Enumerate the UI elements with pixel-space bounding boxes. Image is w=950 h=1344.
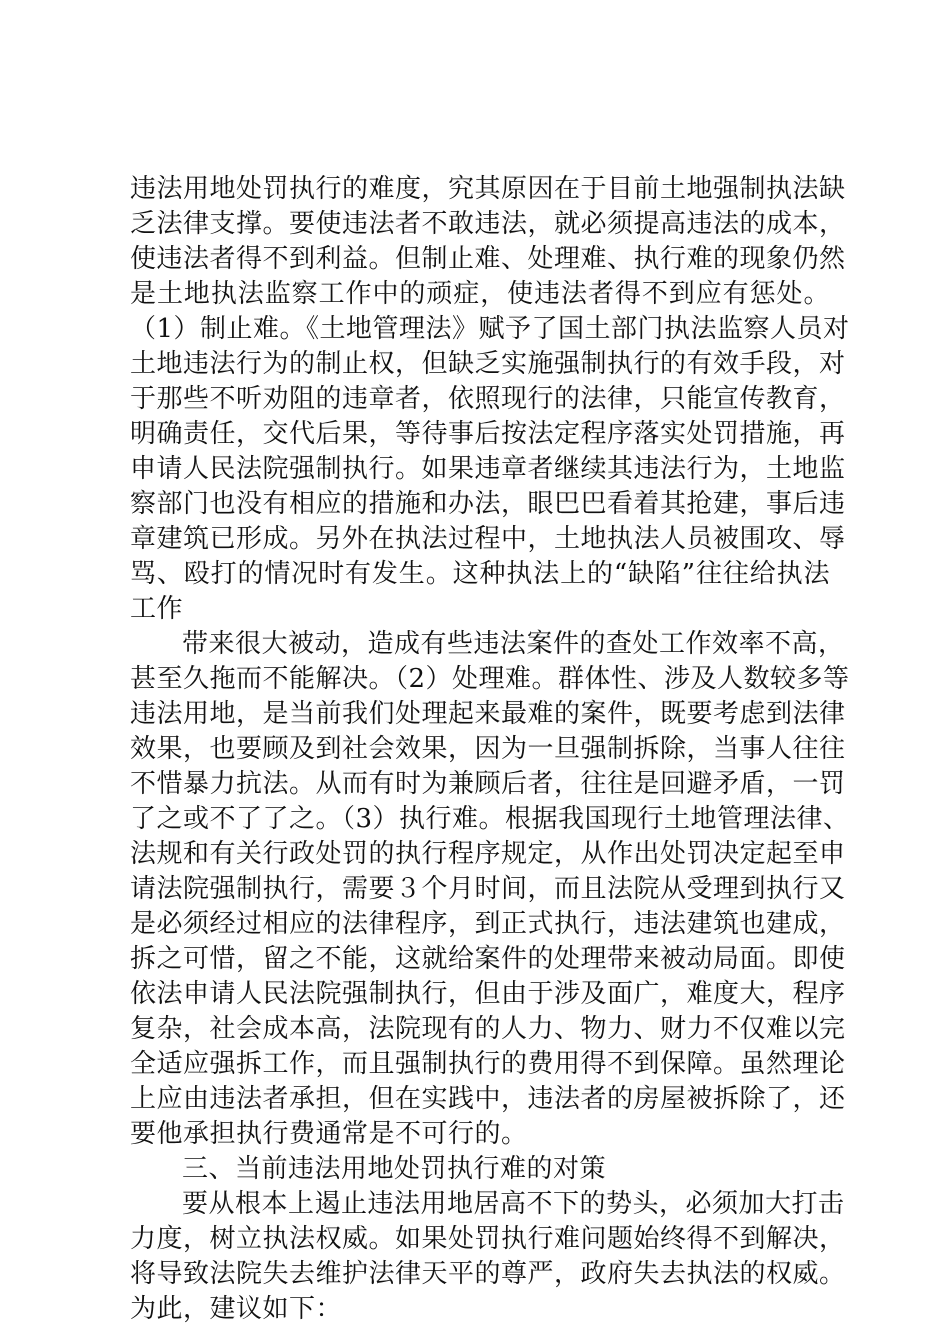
text-line: 要他承担执行费通常是不可行的。: [130, 1119, 528, 1149]
text-line: 将导致法院失去维护法律天平的尊严，政府失去执法的权威。: [130, 1259, 846, 1289]
text-line: 效果，也要顾及到社会效果，因为一旦强制拆除，当事人往往: [130, 734, 846, 764]
text-line: 为此，建议如下：: [130, 1294, 343, 1324]
text-line: 全适应强拆工作，而且强制执行的费用得不到保障。虽然理论: [130, 1049, 846, 1079]
text-line: 力度，树立执法权威。如果处罚执行难问题始终得不到解决，: [130, 1224, 846, 1254]
text-line: 法规和有关行政处罚的执行程序规定，从作出处罚决定起至申: [130, 839, 846, 869]
text-line: 不惜暴力抗法。从而有时为兼顾后者，往往是回避矛盾，一罚: [130, 769, 846, 799]
text-line: 乏法律支撑。要使违法者不敢违法，就必须提高违法的成本，: [130, 209, 846, 239]
text-line: 依法申请人民法院强制执行，但由于涉及面广，难度大，程序: [130, 979, 846, 1009]
text-line: 申请人民法院强制执行。如果违章者继续其违法行为，土地监: [130, 454, 846, 484]
text-line: 土地违法行为的制止权，但缺乏实施强制执行的有效手段，对: [130, 349, 846, 379]
paragraph-p2: [130, 627, 850, 1152]
paragraph-p4: [130, 1187, 846, 1327]
text-line: 甚至久拖而不能解决。（2）处理难。群体性、涉及人数较多等: [130, 664, 850, 694]
text-line: 于那些不听劝阻的违章者，依照现行的法律，只能宣传教育，: [130, 384, 846, 414]
text-line: 是土地执法监察工作中的顽症，使违法者得不到应有惩处。: [130, 279, 830, 309]
text-line: 是必须经过相应的法律程序，到正式执行，违法建筑也建成，: [130, 909, 846, 939]
text-line: 察部门也没有相应的措施和办法，眼巴巴看着其抢建，事后违: [130, 489, 846, 519]
document-body: [130, 172, 850, 1327]
text-line: 违法用地，是当前我们处理起来最难的案件，既要考虑到法律: [130, 699, 846, 729]
text-line: 复杂，社会成本高，法院现有的人力、物力、财力不仅难以完: [130, 1014, 846, 1044]
text-line: 骂、殴打的情况时有发生。这种执法上的“缺陷”往往给执法: [130, 559, 830, 589]
text-line: 上应由违法者承担，但在实践中，违法者的房屋被拆除了，还: [130, 1084, 846, 1114]
text-line: 要从根本上遏止违法用地居高不下的势头，必须加大打击: [182, 1189, 845, 1219]
text-line: 请法院强制执行，需要３个月时间，而且法院从受理到执行又: [130, 874, 846, 904]
text-line: （1）制止难。《土地管理法》赋予了国土部门执法监察人员对: [130, 314, 850, 344]
text-line: 使违法者得不到利益。但制止难、处理难、执行难的现象仍然: [130, 244, 846, 274]
text-line: 工作: [130, 594, 184, 624]
text-line: 带来很大被动，造成有些违法案件的查处工作效率不高，: [182, 629, 845, 659]
text-line: 三、当前违法用地处罚执行难的对策: [182, 1154, 607, 1184]
text-line: 了之或不了了之。（3）执行难。根据我国现行土地管理法律、: [130, 804, 850, 834]
paragraph-p3: [130, 1152, 830, 1187]
text-line: 违法用地处罚执行的难度，究其原因在于目前土地强制执法缺: [130, 174, 846, 204]
text-line: 明确责任，交代后果，等待事后按法定程序落实处罚措施，再: [130, 419, 846, 449]
text-line: 拆之可惜，留之不能，这就给案件的处理带来被动局面。即使: [130, 944, 846, 974]
paragraph-p1: [130, 172, 850, 627]
text-line: 章建筑已形成。另外在执法过程中，土地执法人员被围攻、辱: [130, 524, 846, 554]
